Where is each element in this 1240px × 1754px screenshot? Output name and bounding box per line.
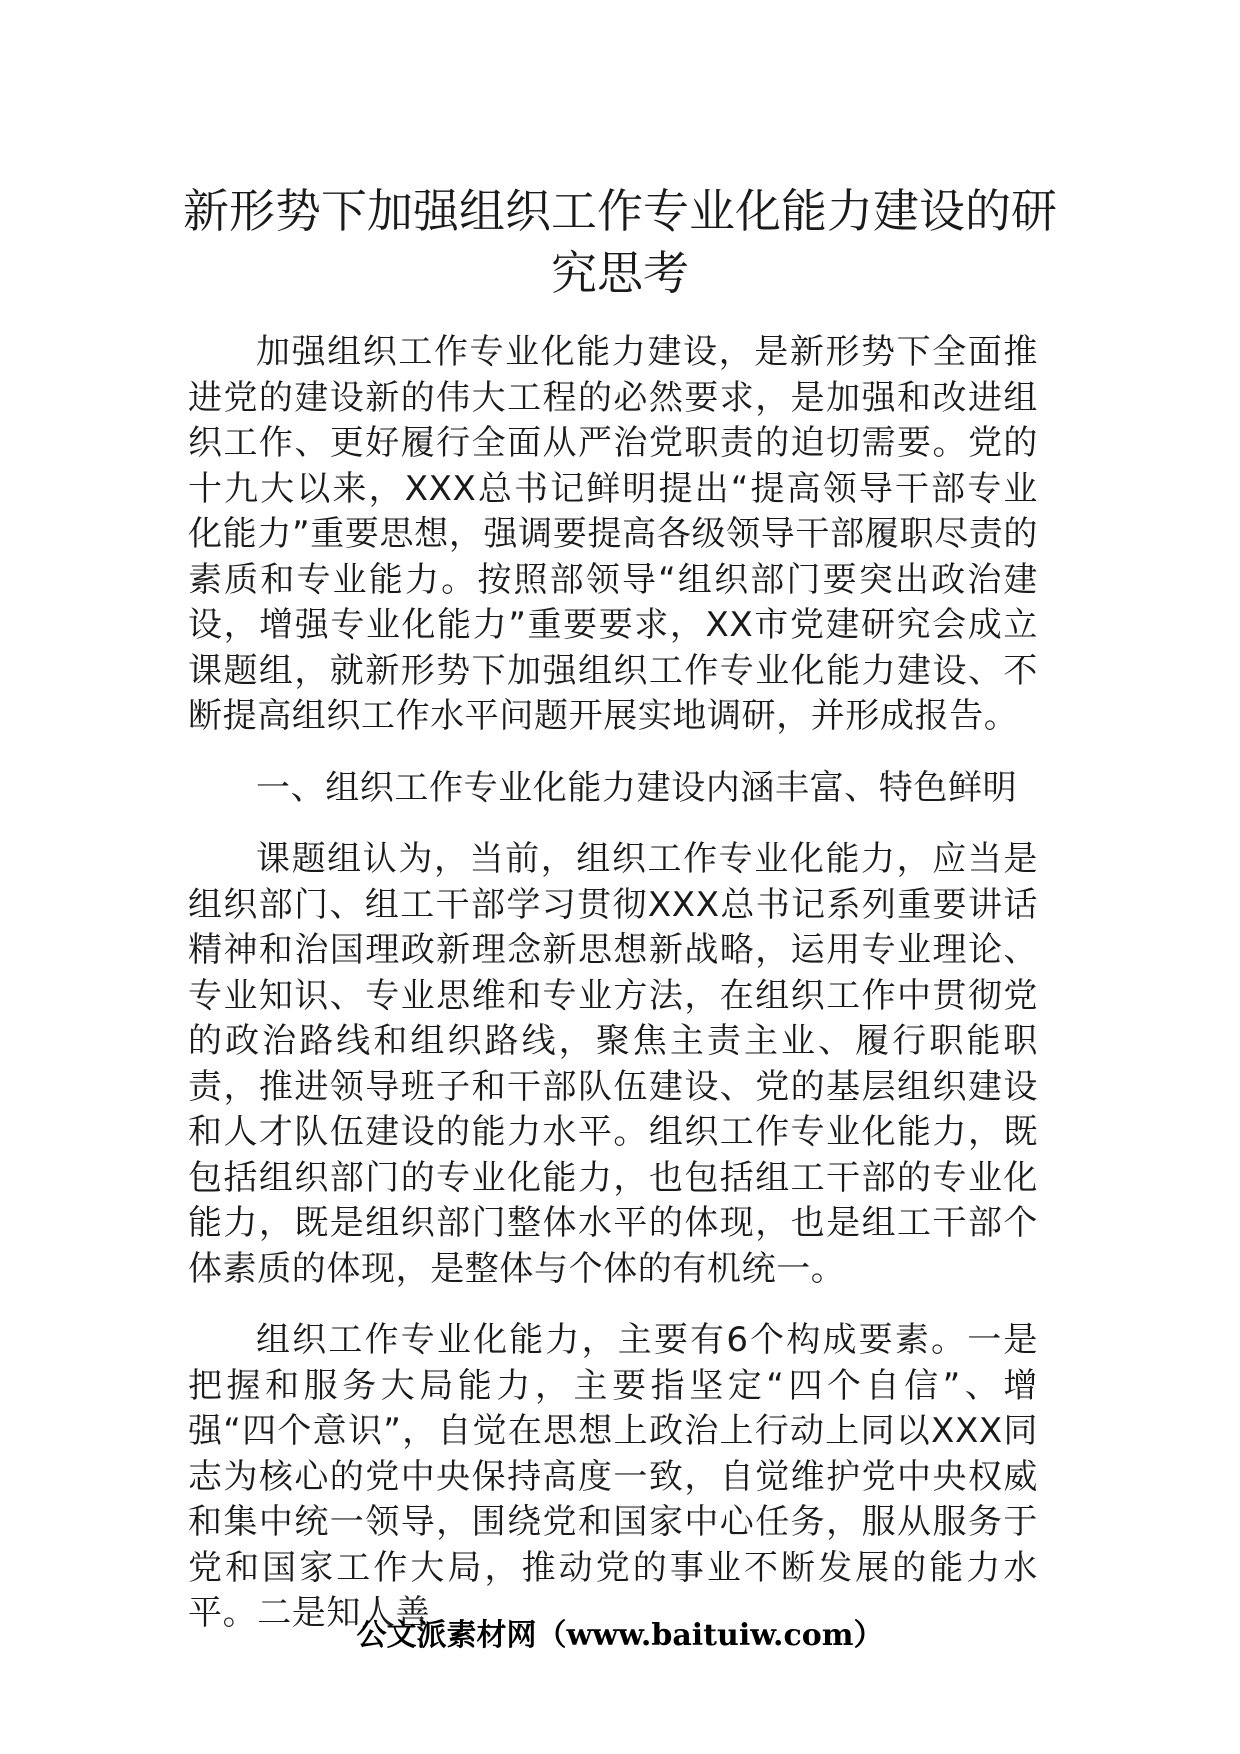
paragraph-elements: 组织工作专业化能力，主要有6个构成要素。一是把握和服务大局能力，主要指坚定“四个自信”、增强“四个意识”，自觉在思想上政治上行动上同以XXX同志为核心的党中央保持高度一致，自觉维护党中央权威和集中统一领导，围绕党和国家中心任务，服从服务于党和国家工作大局，推动党的事业不断发展的能力水平。二是知人善 [188,1320,1038,1633]
footer-watermark: 公文派素材网（www.baituiw.com） [356,1618,884,1653]
paragraph-definition: 课题组认为，当前，组织工作专业化能力，应当是组织部门、组工干部学习贯彻XXX总书记系列重要讲话精神和治国理政新理念新思想新战略，运用专业理论、专业知识、专业思维和专业方法，在组织工作中贯彻党的政治路线和组织路线，聚焦主责主业、履行职能职责，推进领导班子和干部队伍建设、党的基层组织建设和人才队伍建设的能力水平。组织工作专业化能力，既包括组织部门的专业化能力，也包括组工干部的专业化能力，既是组织部门整体水平的体现，也是组工干部个体素质的体现，是整体与个体的有机统一。 [188,839,1038,1289]
document-body [188,330,1038,1637]
paragraph-intro: 加强组织工作专业化能力建设，是新形势下全面推进党的建设新的伟大工程的必然要求，是加强和改进组织工作、更好履行全面从严治党职责的迫切需要。党的十九大以来，XXX总书记鲜明提出“提高领导干部专业化能力”重要思想，强调要提高各级领导干部履职尽责的素质和专业能力。按照部领导“组织部门要突出政治建设，增强专业化能力”重要要求，XX市党建研究会成立课题组，就新形势下加强组织工作专业化能力建设、不断提高组织工作水平问题开展实地调研，并形成报告。 [188,332,1038,736]
section-heading-1: 一、组织工作专业化能力建设内涵丰富、特色鲜明 [256,767,1018,808]
document-title: 新形势下加强组织工作专业化能力建设的研究思考 [183,184,1057,300]
